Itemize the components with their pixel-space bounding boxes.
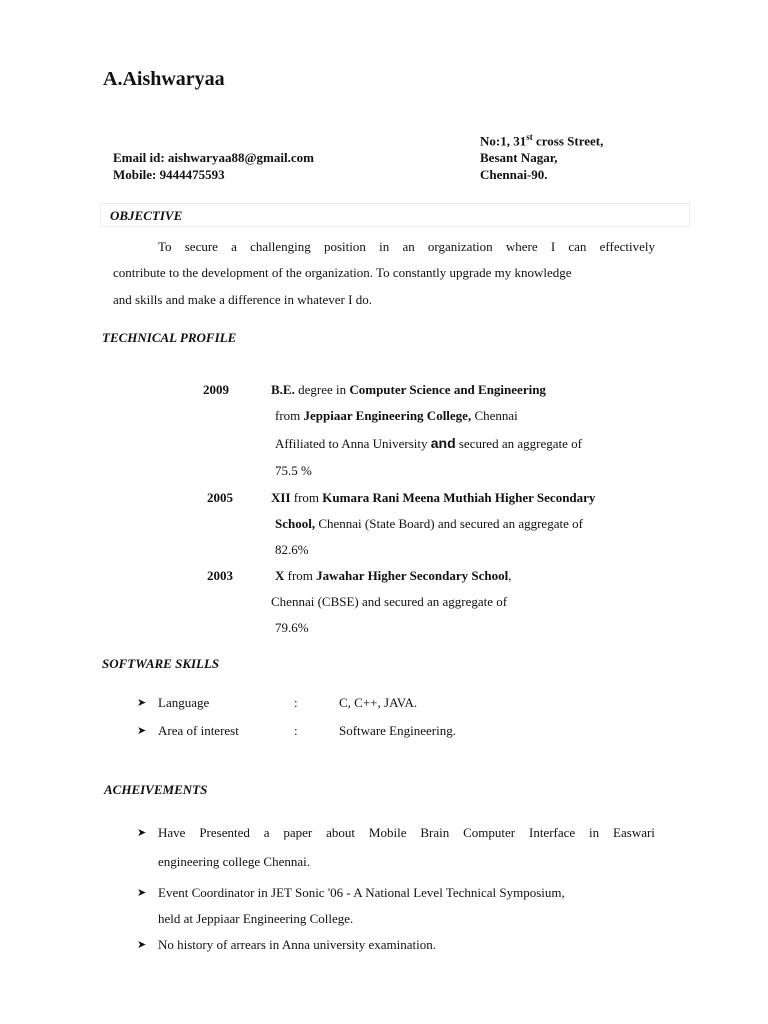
edu-board-line: Chennai (CBSE) and secured an aggregate of [271,594,508,609]
word: I [550,239,556,254]
objective-line-2: contribute to the development of the organization. To constantly upgrade my knowledge [113,265,572,280]
edu-aggregate: 79.6% [275,620,309,635]
word: paper [283,825,313,840]
edu-affiliation-line [275,435,582,452]
word: in [589,825,600,840]
achievements-title: ACHEIVEMENTS [104,782,208,797]
qualification-name: XII [271,490,291,505]
email: Email id: aishwaryaa88@gmail.com [113,150,314,165]
arrowhead-bullet-icon: ➤ [137,827,147,839]
word: Have [158,825,186,840]
arrowhead-bullet-icon: ➤ [137,697,147,709]
word: where [505,239,538,254]
word: Presented [199,825,250,840]
word: Mobile [368,825,407,840]
achievement-3: No history of arrears in Anna university examination. [158,937,436,952]
edu-school-line [271,490,595,506]
text-fragment: , [508,568,512,583]
objective-line-1 [158,239,655,255]
edu-school-line [275,568,511,584]
edu-board-line [275,516,583,532]
word: position [324,239,366,254]
college-name: Jeppiaar Engineering College, [303,408,472,423]
word: in [379,239,390,254]
objective-title: OBJECTIVE [110,208,183,223]
achievement-1-line-2: engineering college Chennai. [158,854,310,869]
text-fragment: and [430,435,456,451]
skill-value: C, C++, JAVA. [339,695,418,710]
achievement-2-line-2: held at Jeppiaar Engineering College. [158,911,354,926]
arrowhead-bullet-icon: ➤ [137,887,147,899]
address-street-name: cross Street, [532,133,604,149]
objective-header-box [100,203,690,227]
word: Brain [420,825,450,840]
technical-profile-title: TECHNICAL PROFILE [102,330,237,345]
school-name: Jawahar Higher Secondary School [316,568,509,583]
edu-college-line [275,408,518,424]
edu-aggregate: 82.6% [275,542,309,557]
text-fragment: from [290,490,323,505]
word: Easwari [613,825,655,840]
text-fragment: secured an aggregate of [455,436,582,451]
word: can [568,239,587,254]
edu-degree-line [271,382,546,398]
skill-label: Area of interest [158,723,239,738]
edu-aggregate: 75.5 % [275,463,312,478]
word: an [402,239,415,254]
word: Interface [528,825,576,840]
word: a [263,825,270,840]
word: Computer [463,825,516,840]
text-fragment: Affiliated to Anna University [275,436,431,451]
edu-year-2003: 2003 [207,568,233,583]
text-fragment: from [275,408,304,423]
school-name-cont: School, [275,516,316,531]
college-city: Chennai [471,408,518,423]
word: organization [427,239,493,254]
address-line-3: Chennai-90. [480,167,548,182]
word: challenging [250,239,311,254]
software-skills-title: SOFTWARE SKILLS [102,656,220,671]
address-line-1 [480,132,603,149]
edu-year-2005: 2005 [207,490,233,505]
arrowhead-bullet-icon: ➤ [137,725,147,737]
skill-label: Language [158,695,210,710]
achievement-2-line-1: Event Coordinator in JET Sonic '06 - A National Level Technical Symposium, [158,885,565,900]
edu-year-2009: 2009 [203,382,229,397]
mobile: Mobile: 9444475593 [113,167,225,182]
text-fragment: Chennai (State Board) and secured an aggregate of [315,516,583,531]
skill-separator: : [294,723,298,738]
resume-name: A.Aishwaryaa [103,68,225,90]
school-name: Kumara Rani Meena Muthiah Higher Secondary [322,490,596,505]
word: a [231,239,237,254]
word: effectively [599,239,655,254]
objective-line-3: and skills and make a difference in whatever I do. [113,292,372,307]
word: about [326,825,356,840]
address-ordinal-suffix: st [526,132,533,142]
word: secure [184,239,218,254]
skill-separator: : [294,695,298,710]
word: To [158,239,172,254]
text-fragment: from [284,568,317,583]
address-line-2: Besant Nagar, [480,150,558,165]
degree-name: B.E. [271,382,295,397]
qualification-name: X [275,568,285,583]
address-street-number: No:1, 31 [480,133,527,149]
degree-field: Computer Science and Engineering [349,382,546,397]
text-fragment: degree in [294,382,350,397]
arrowhead-bullet-icon: ➤ [137,939,147,951]
skill-value: Software Engineering. [339,723,456,738]
achievement-1-line-1 [158,825,655,841]
